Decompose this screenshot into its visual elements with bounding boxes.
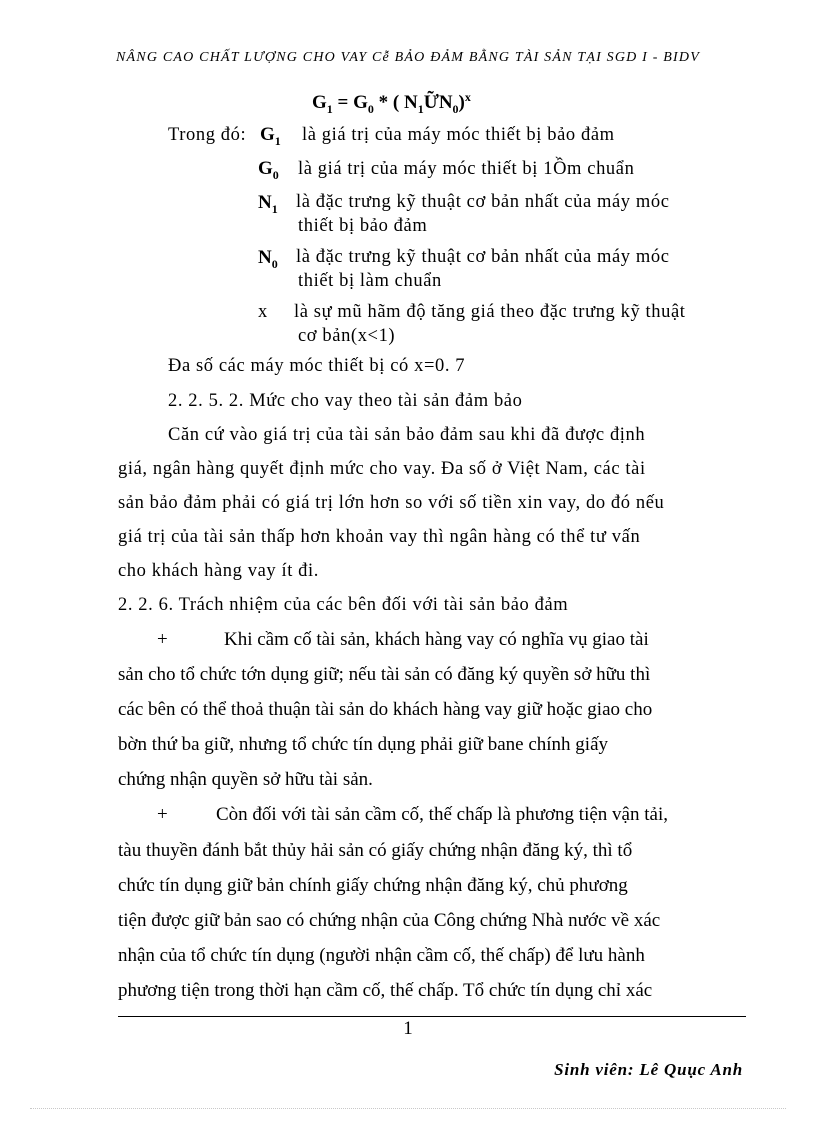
formula-exponent: x: [464, 90, 471, 104]
section-2252-line: giá, ngân hàng quyết định mức cho vay. Đa số ở Việt Nam, các tài: [118, 459, 646, 479]
paragraph-2-line: Còn đối với tài sản cầm cố, thế chấp là phương tiện vận tải,: [216, 804, 668, 825]
section-2252-line: sản bảo đảm phải có giá trị lớn hơn so với số tiền xin vay, do đó nếu: [118, 493, 665, 513]
paragraph-2-line: chức tín dụng giữ bản chính giấy chứng nhận đăng ký, chủ phương: [118, 875, 628, 896]
paragraph-2-line: tàu thuyền đánh bắt thủy hải sản có giấy chứng nhận đăng ký, thì tổ: [118, 840, 633, 861]
definition-text-n1-cont: thiết bị bảo đảm: [298, 216, 428, 236]
definition-text-x-cont: cơ bản(x<1): [298, 326, 396, 346]
definition-text-g1: là giá trị của máy móc thiết bị bảo đảm: [302, 125, 615, 145]
paragraph-1-line: các bên có thể thoả thuận tài sản do khách hàng vay giữ hoặc giao cho: [118, 699, 653, 720]
valuation-formula: [312, 90, 471, 117]
paragraph-1-line: bờn thứ ba giữ, nhưng tổ chức tín dụng phải giữ bane chính giấy: [118, 734, 609, 755]
definition-text-n0: là đặc trưng kỹ thuật cơ bản nhất của máy móc: [296, 247, 670, 267]
running-header: NÂNG CAO CHẤT LƯỢNG CHO VAY Cễ BẢO ĐẢM BẰNG TÀI SẢN TẠI SGD I - BIDV: [116, 50, 700, 65]
paragraph-1-line: chứng nhận quyền sở hữu tài sản.: [118, 769, 373, 790]
definitions-note: Đa số các máy móc thiết bị có x=0. 7: [168, 356, 466, 376]
paragraph-2-line: nhận của tổ chức tín dụng (người nhận cầm cố, thế chấp) để lưu hành: [118, 945, 645, 966]
definition-text-g0: là giá trị của máy móc thiết bị 1Ồm chuẩn: [298, 159, 635, 179]
paragraph-2-line: tiện được giữ bản sao có chứng nhận của Công chứng Nhà nước về xác: [118, 910, 661, 931]
definitions-intro: Trong đó:: [168, 125, 247, 145]
page-bottom-dotted-border: [30, 1108, 786, 1109]
definition-term-n0: $N_0$: [258, 247, 278, 271]
section-2252-line: cho khách hàng vay ít đi.: [118, 561, 319, 581]
bullet-marker: +: [157, 804, 168, 825]
page-number: 1: [403, 1018, 413, 1039]
definition-term-x: x: [258, 302, 268, 322]
student-signature: Sinh viên: Lê Quục Anh: [554, 1060, 743, 1079]
definition-term-g1: $G_1$: [260, 124, 281, 148]
definition-term-g0: $G_0$: [258, 158, 279, 182]
definition-text-n1: là đặc trưng kỹ thuật cơ bản nhất của máy móc: [296, 192, 670, 212]
paragraph-1-line: sản cho tổ chức tớn dụng giữ; nếu tài sản có đăng ký quyền sở hữu thì: [118, 664, 651, 685]
paragraph-1-line: Khi cầm cố tài sản, khách hàng vay có nghĩa vụ giao tài: [224, 629, 649, 650]
definition-text-n0-cont: thiết bị làm chuẩn: [298, 271, 442, 291]
definition-term-n1: $N_1$: [258, 192, 278, 216]
section-2252-line: giá trị của tài sản thấp hơn khoản vay thì ngân hàng có thể tư vấn: [118, 527, 641, 547]
definition-text-x: là sự mũ hãm độ tăng giá theo đặc trưng kỹ thuật: [294, 302, 686, 322]
paragraph-2-line: phương tiện trong thời hạn cầm cố, thế chấp. Tổ chức tín dụng chỉ xác: [118, 980, 653, 1001]
formula-rhs: = $G_0$ * ( $N_1ỮN_0$): [332, 92, 465, 117]
section-heading-2252: 2. 2. 5. 2. Mức cho vay theo tài sản đảm bảo: [168, 391, 523, 411]
section-2252-line: Căn cứ vào giá trị của tài sản bảo đảm sau khi đã được định: [168, 425, 646, 445]
section-heading-226: 2. 2. 6. Trách nhiệm của các bên đối với tài sản bảo đảm: [118, 595, 569, 615]
footer-divider: [118, 1016, 746, 1017]
bullet-marker: +: [157, 629, 168, 650]
formula-lhs: $G_1$: [312, 92, 333, 117]
